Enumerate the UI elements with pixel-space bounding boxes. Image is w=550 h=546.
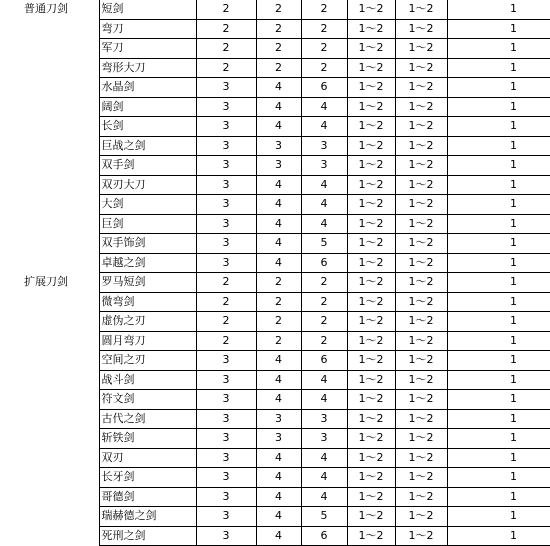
- value-cell-b[interactable]: 4: [256, 195, 301, 215]
- weapon-name-cell[interactable]: 双手剑: [99, 156, 196, 176]
- value-cell-d[interactable]: 1: [447, 117, 550, 137]
- table-row: [0, 0, 550, 19]
- value-cell-b[interactable]: 4: [256, 234, 301, 254]
- value-cell-d[interactable]: 1: [447, 429, 550, 449]
- value-cell-c[interactable]: 2: [301, 19, 347, 39]
- value-cell-d[interactable]: 1: [447, 409, 550, 429]
- value-cell-d[interactable]: 1: [447, 39, 550, 59]
- range-cell-2[interactable]: 1～2: [395, 19, 447, 39]
- value-cell-a[interactable]: 3: [196, 117, 256, 137]
- range-cell-1[interactable]: 1～2: [347, 292, 395, 312]
- weapon-name-cell[interactable]: 微弯剑: [99, 292, 196, 312]
- value-cell-d[interactable]: 1: [447, 351, 550, 371]
- value-cell-b[interactable]: 4: [256, 97, 301, 117]
- range-cell-2[interactable]: 1～2: [395, 312, 447, 332]
- range-cell-1[interactable]: 1～2: [347, 448, 395, 468]
- range-cell-1[interactable]: 1～2: [347, 370, 395, 390]
- range-cell-1[interactable]: 1～2: [347, 526, 395, 546]
- value-cell-d[interactable]: 1: [447, 448, 550, 468]
- range-cell-1[interactable]: 1～2: [347, 234, 395, 254]
- value-cell-b[interactable]: 4: [256, 175, 301, 195]
- weapon-name-cell[interactable]: 圆月弯刀: [99, 331, 196, 351]
- weapon-name-cell[interactable]: 弯形大刀: [99, 58, 196, 78]
- weapon-name-cell[interactable]: 长牙剑: [99, 468, 196, 488]
- weapon-name-cell[interactable]: 斩铁剑: [99, 429, 196, 449]
- value-cell-b[interactable]: 2: [256, 292, 301, 312]
- table-row: [0, 273, 550, 293]
- range-cell-2[interactable]: 1～2: [395, 390, 447, 410]
- value-cell-a[interactable]: 3: [196, 214, 256, 234]
- range-cell-2[interactable]: 1～2: [395, 0, 447, 19]
- weapon-name-cell[interactable]: 短剑: [99, 0, 196, 19]
- range-cell-2[interactable]: 1～2: [395, 234, 447, 254]
- value-cell-c[interactable]: 4: [301, 195, 347, 215]
- value-cell-d[interactable]: 1: [447, 58, 550, 78]
- value-cell-d[interactable]: 1: [447, 0, 550, 19]
- value-cell-a[interactable]: 2: [196, 19, 256, 39]
- range-cell-2[interactable]: 1～2: [395, 468, 447, 488]
- value-cell-a[interactable]: 3: [196, 526, 256, 546]
- value-cell-a[interactable]: 3: [196, 78, 256, 98]
- weapon-name-cell[interactable]: 大剑: [99, 195, 196, 215]
- value-cell-a[interactable]: 2: [196, 0, 256, 19]
- range-cell-1[interactable]: 1～2: [347, 312, 395, 332]
- range-cell-2[interactable]: 1～2: [395, 58, 447, 78]
- range-cell-2[interactable]: 1～2: [395, 351, 447, 371]
- weapon-name-cell[interactable]: 弯刀: [99, 19, 196, 39]
- range-cell-1[interactable]: 1～2: [347, 273, 395, 293]
- value-cell-a[interactable]: 3: [196, 448, 256, 468]
- range-cell-1[interactable]: 1～2: [347, 195, 395, 215]
- range-cell-1[interactable]: 1～2: [347, 78, 395, 98]
- category-label: 扩展刀剑: [0, 273, 99, 546]
- value-cell-b[interactable]: 4: [256, 253, 301, 273]
- range-cell-2[interactable]: 1～2: [395, 273, 447, 293]
- weapon-name-cell[interactable]: 空间之刃: [99, 351, 196, 371]
- value-cell-b[interactable]: 3: [256, 409, 301, 429]
- range-cell-1[interactable]: 1～2: [347, 487, 395, 507]
- value-cell-a[interactable]: 2: [196, 39, 256, 59]
- range-cell-2[interactable]: 1～2: [395, 39, 447, 59]
- range-cell-1[interactable]: 1～2: [347, 429, 395, 449]
- value-cell-c[interactable]: 3: [301, 136, 347, 156]
- value-cell-a[interactable]: 3: [196, 370, 256, 390]
- value-cell-d[interactable]: 1: [447, 78, 550, 98]
- value-cell-c[interactable]: 4: [301, 117, 347, 137]
- value-cell-a[interactable]: 3: [196, 136, 256, 156]
- value-cell-c[interactable]: 4: [301, 390, 347, 410]
- value-cell-d[interactable]: 1: [447, 292, 550, 312]
- value-cell-c[interactable]: 4: [301, 214, 347, 234]
- range-cell-1[interactable]: 1～2: [347, 468, 395, 488]
- value-cell-d[interactable]: 1: [447, 175, 550, 195]
- value-cell-b[interactable]: 4: [256, 370, 301, 390]
- value-cell-d[interactable]: 1: [447, 195, 550, 215]
- value-cell-a[interactable]: 3: [196, 253, 256, 273]
- value-cell-c[interactable]: 4: [301, 487, 347, 507]
- value-cell-b[interactable]: 2: [256, 0, 301, 19]
- value-cell-c[interactable]: 3: [301, 409, 347, 429]
- range-cell-1[interactable]: 1～2: [347, 0, 395, 19]
- value-cell-a[interactable]: 2: [196, 331, 256, 351]
- range-cell-2[interactable]: 1～2: [395, 409, 447, 429]
- range-cell-2[interactable]: 1～2: [395, 331, 447, 351]
- value-cell-c[interactable]: 4: [301, 370, 347, 390]
- range-cell-1[interactable]: 1～2: [347, 409, 395, 429]
- value-cell-c[interactable]: 4: [301, 468, 347, 488]
- value-cell-d[interactable]: 1: [447, 370, 550, 390]
- value-cell-d[interactable]: 1: [447, 136, 550, 156]
- range-cell-2[interactable]: 1～2: [395, 78, 447, 98]
- value-cell-d[interactable]: 1: [447, 253, 550, 273]
- range-cell-2[interactable]: 1～2: [395, 214, 447, 234]
- value-cell-b[interactable]: 4: [256, 351, 301, 371]
- range-cell-1[interactable]: 1～2: [347, 97, 395, 117]
- range-cell-2[interactable]: 1～2: [395, 253, 447, 273]
- range-cell-1[interactable]: 1～2: [347, 19, 395, 39]
- value-cell-b[interactable]: 2: [256, 273, 301, 293]
- value-cell-c[interactable]: 6: [301, 78, 347, 98]
- value-cell-a[interactable]: 2: [196, 292, 256, 312]
- weapon-name-cell[interactable]: 巨战之剑: [99, 136, 196, 156]
- value-cell-c[interactable]: 4: [301, 97, 347, 117]
- range-cell-1[interactable]: 1～2: [347, 507, 395, 527]
- value-cell-d[interactable]: 1: [447, 507, 550, 527]
- range-cell-2[interactable]: 1～2: [395, 136, 447, 156]
- value-cell-d[interactable]: 1: [447, 234, 550, 254]
- value-cell-b[interactable]: 2: [256, 312, 301, 332]
- value-cell-d[interactable]: 1: [447, 312, 550, 332]
- range-cell-2[interactable]: 1～2: [395, 175, 447, 195]
- weapon-name-cell[interactable]: 战斗剑: [99, 370, 196, 390]
- weapon-name-cell[interactable]: 长剑: [99, 117, 196, 137]
- value-cell-b[interactable]: 2: [256, 331, 301, 351]
- range-cell-1[interactable]: 1～2: [347, 351, 395, 371]
- weapon-name-cell[interactable]: 军刀: [99, 39, 196, 59]
- value-cell-a[interactable]: 3: [196, 156, 256, 176]
- value-cell-c[interactable]: 2: [301, 0, 347, 19]
- value-cell-a[interactable]: 3: [196, 429, 256, 449]
- weapon-name-cell[interactable]: 虚伪之刃: [99, 312, 196, 332]
- weapon-name-cell[interactable]: 哥德剑: [99, 487, 196, 507]
- weapon-name-cell[interactable]: 死刑之剑: [99, 526, 196, 546]
- range-cell-2[interactable]: 1～2: [395, 195, 447, 215]
- value-cell-d[interactable]: 1: [447, 331, 550, 351]
- value-cell-d[interactable]: 1: [447, 156, 550, 176]
- value-cell-b[interactable]: 4: [256, 487, 301, 507]
- weapon-name-cell[interactable]: 古代之剑: [99, 409, 196, 429]
- value-cell-b[interactable]: 4: [256, 526, 301, 546]
- range-cell-1[interactable]: 1～2: [347, 39, 395, 59]
- value-cell-d[interactable]: 1: [447, 273, 550, 293]
- category-label: 普通刀剑: [0, 0, 99, 273]
- value-cell-a[interactable]: 3: [196, 487, 256, 507]
- value-cell-a[interactable]: 3: [196, 409, 256, 429]
- weapon-name-cell[interactable]: 阔剑: [99, 97, 196, 117]
- value-cell-b[interactable]: 4: [256, 468, 301, 488]
- value-cell-b[interactable]: 4: [256, 390, 301, 410]
- weapon-name-cell[interactable]: 罗马短剑: [99, 273, 196, 293]
- value-cell-c[interactable]: 3: [301, 156, 347, 176]
- value-cell-a[interactable]: 2: [196, 273, 256, 293]
- range-cell-2[interactable]: 1～2: [395, 507, 447, 527]
- range-cell-1[interactable]: 1～2: [347, 117, 395, 137]
- value-cell-c[interactable]: 4: [301, 448, 347, 468]
- value-cell-c[interactable]: 2: [301, 58, 347, 78]
- value-cell-d[interactable]: 1: [447, 214, 550, 234]
- weapon-name-cell[interactable]: 符文剑: [99, 390, 196, 410]
- weapon-name-cell[interactable]: 双刃大刀: [99, 175, 196, 195]
- value-cell-b[interactable]: 4: [256, 507, 301, 527]
- value-cell-c[interactable]: 5: [301, 234, 347, 254]
- value-cell-a[interactable]: 3: [196, 97, 256, 117]
- value-cell-d[interactable]: 1: [447, 526, 550, 546]
- value-cell-b[interactable]: 2: [256, 58, 301, 78]
- value-cell-d[interactable]: 1: [447, 390, 550, 410]
- value-cell-d[interactable]: 1: [447, 19, 550, 39]
- value-cell-b[interactable]: 2: [256, 39, 301, 59]
- range-cell-1[interactable]: 1～2: [347, 156, 395, 176]
- value-cell-c[interactable]: 2: [301, 331, 347, 351]
- value-cell-c[interactable]: 4: [301, 175, 347, 195]
- range-cell-2[interactable]: 1～2: [395, 429, 447, 449]
- value-cell-c[interactable]: 2: [301, 312, 347, 332]
- range-cell-1[interactable]: 1～2: [347, 331, 395, 351]
- value-cell-b[interactable]: 4: [256, 117, 301, 137]
- value-cell-a[interactable]: 3: [196, 351, 256, 371]
- value-cell-b[interactable]: 4: [256, 214, 301, 234]
- value-cell-a[interactable]: 3: [196, 507, 256, 527]
- value-cell-c[interactable]: 2: [301, 39, 347, 59]
- value-cell-b[interactable]: 4: [256, 448, 301, 468]
- range-cell-2[interactable]: 1～2: [395, 448, 447, 468]
- weapon-name-cell[interactable]: 水晶剑: [99, 78, 196, 98]
- range-cell-2[interactable]: 1～2: [395, 292, 447, 312]
- weapon-name-cell[interactable]: 双手饰剑: [99, 234, 196, 254]
- range-cell-2[interactable]: 1～2: [395, 526, 447, 546]
- value-cell-b[interactable]: 3: [256, 156, 301, 176]
- value-cell-a[interactable]: 3: [196, 234, 256, 254]
- value-cell-c[interactable]: 2: [301, 292, 347, 312]
- value-cell-c[interactable]: 6: [301, 253, 347, 273]
- range-cell-1[interactable]: 1～2: [347, 390, 395, 410]
- value-cell-a[interactable]: 2: [196, 312, 256, 332]
- value-cell-a[interactable]: 3: [196, 175, 256, 195]
- value-cell-a[interactable]: 3: [196, 195, 256, 215]
- value-cell-a[interactable]: 3: [196, 468, 256, 488]
- value-cell-a[interactable]: 2: [196, 58, 256, 78]
- value-cell-c[interactable]: 6: [301, 526, 347, 546]
- value-cell-b[interactable]: 3: [256, 136, 301, 156]
- value-cell-d[interactable]: 1: [447, 468, 550, 488]
- range-cell-1[interactable]: 1～2: [347, 214, 395, 234]
- range-cell-2[interactable]: 1～2: [395, 97, 447, 117]
- weapon-name-cell[interactable]: 卓越之剑: [99, 253, 196, 273]
- value-cell-b[interactable]: 4: [256, 78, 301, 98]
- value-cell-c[interactable]: 5: [301, 507, 347, 527]
- value-cell-b[interactable]: 2: [256, 19, 301, 39]
- value-cell-d[interactable]: 1: [447, 487, 550, 507]
- weapon-name-cell[interactable]: 双刃: [99, 448, 196, 468]
- range-cell-1[interactable]: 1～2: [347, 175, 395, 195]
- range-cell-1[interactable]: 1～2: [347, 253, 395, 273]
- range-cell-2[interactable]: 1～2: [395, 487, 447, 507]
- value-cell-c[interactable]: 6: [301, 351, 347, 371]
- value-cell-b[interactable]: 3: [256, 429, 301, 449]
- value-cell-d[interactable]: 1: [447, 97, 550, 117]
- value-cell-c[interactable]: 2: [301, 273, 347, 293]
- range-cell-2[interactable]: 1～2: [395, 156, 447, 176]
- range-cell-2[interactable]: 1～2: [395, 370, 447, 390]
- range-cell-1[interactable]: 1～2: [347, 58, 395, 78]
- weapon-name-cell[interactable]: 巨剑: [99, 214, 196, 234]
- value-cell-a[interactable]: 3: [196, 390, 256, 410]
- range-cell-2[interactable]: 1～2: [395, 117, 447, 137]
- range-cell-1[interactable]: 1～2: [347, 136, 395, 156]
- value-cell-c[interactable]: 3: [301, 429, 347, 449]
- weapon-name-cell[interactable]: 瑞赫德之剑: [99, 507, 196, 527]
